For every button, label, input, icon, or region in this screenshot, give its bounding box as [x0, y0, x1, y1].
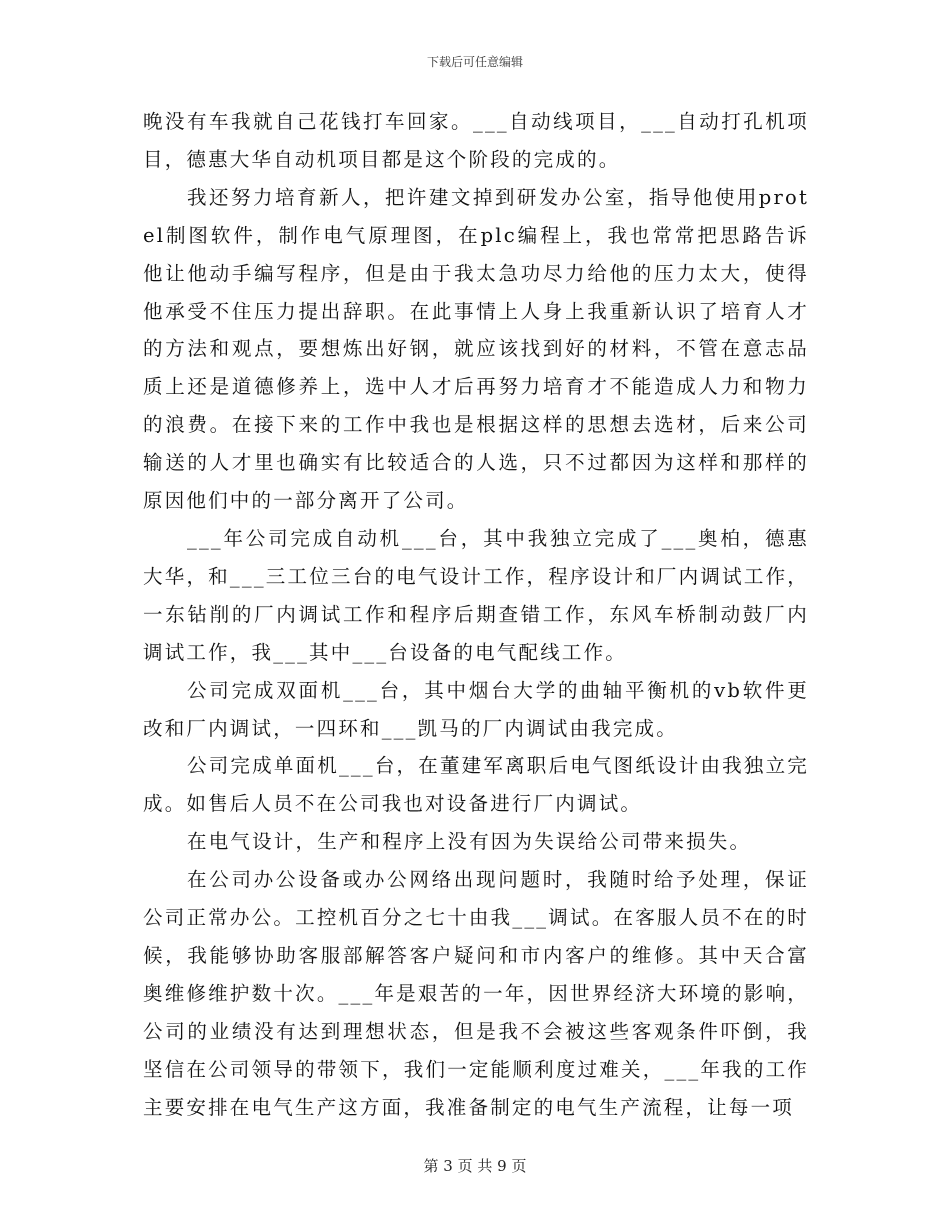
document-body [143, 103, 809, 1126]
paragraph-7: 在公司办公设备或办公网络出现问题时，我随时给予处理，保证公司正常办公。工控机百分之七十由我___调试。在客服人员不在的时候，我能够协助客服部解答客户疑问和市内客户的维修。其中天合富奥维修维护数十次。___年是艰苦的一年，因世界经济大环境的影响，公司的业绩没有达到理想状态，但是我不会被这些客观条件吓倒，我坚信在公司领导的带领下，我们一定能顺利度过难关，___年我的工作主要安排在电气生产这方面，我准备制定的电气生产流程，让每一项 [143, 868, 809, 1119]
paragraph-5: 公司完成单面机___台，在董建军离职后电气图纸设计由我独立完成。如售后人员不在公司我也对设备进行厂内调试。 [143, 754, 809, 816]
page-header: 下载后可任意编辑 [426, 55, 523, 69]
paragraph-4: 公司完成双面机___台，其中烟台大学的曲轴平衡机的vb软件更改和厂内调试，一四环和___凯马的厂内调试由我完成。 [143, 678, 809, 740]
page-footer: 第 3 页 共 9 页 [423, 1157, 527, 1175]
paragraph-6: 在电气设计，生产和程序上没有因为失误给公司带来损失。 [187, 830, 752, 854]
paragraph-3: ___年公司完成自动机___台，其中我独立完成了___奥柏，德惠大华，和___三工位三台的电气设计工作，程序设计和厂内调试工作，一东钻削的厂内调试工作和程序后期查错工作，东风车桥制动鼓厂内调试工作，我___其中___台设备的电气配线工作。 [143, 526, 809, 664]
paragraph-2: 我还努力培育新人，把许建文掉到研发办公室，指导他使用protel制图软件，制作电气原理图，在plc编程上，我也常常把思路告诉他让他动手编写程序，但是由于我太急功尽力给他的压力太大，使得他承受不住压力提出辞职。在此事情上人身上我重新认识了培育人才的方法和观点，要想炼出好钢，就应该找到好的材料，不管在意志品质上还是道德修养上，选中人才后再努力培育才不能造成人力和物力的浪费。在接下来的工作中我也是根据这样的思想去选材，后来公司输送的人才里也确实有比较适合的人选，只不过都因为这样和那样的原因他们中的一部分离开了公司。 [143, 185, 809, 513]
paragraph-1: 晚没有车我就自己花钱打车回家。___自动线项目，___自动打孔机项目，德惠大华自动机项目都是这个阶段的完成的。 [143, 110, 809, 171]
